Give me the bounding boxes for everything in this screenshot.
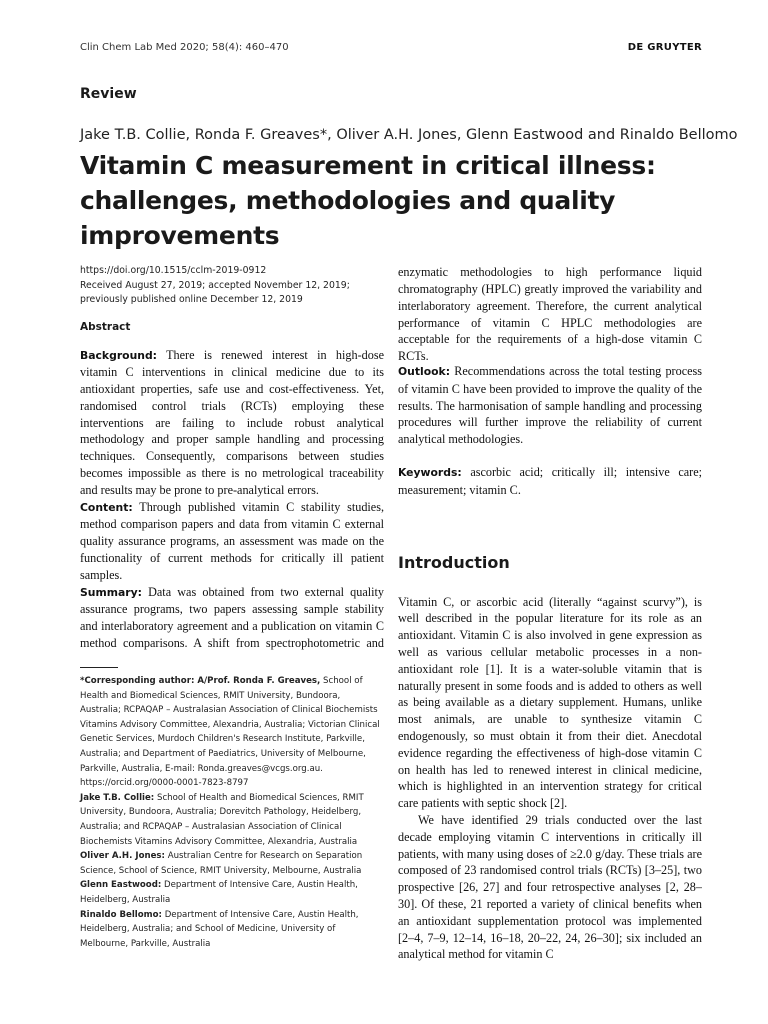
jones-label: Oliver A.H. Jones: [80, 851, 165, 862]
jones-text: Australian Centre for Research on Separation Science, School of Science, RMIT University, Melbourne, Australia [80, 851, 363, 876]
summary-text-cont: enzymatic methodologies to high performance liquid chromatography (HPLC) greatly improved the variability and interlaboratory agreement. Therefore, the current analytical performance of vitamin C HPLC methodologies are acceptable for the requirements of a high-dose vitamin C RCTs. [398, 265, 702, 363]
collie-text: School of Health and Biomedical Sciences, RMIT University, Bundoora, Australia; Dorevitch Pathology, Heidelberg, Australia; and RCPAQAP – Australasian Association of Clinical Biochemists Vitamins Advisory Committee, Alexandria, Australia [80, 792, 364, 847]
footnote-corresponding [80, 674, 380, 791]
content-text: Through published vitamin C stability studies, method comparison papers and data from vitamin C external quality assurance programs, an assessment was made on the functionality of current methods for critically ill patient samples. [80, 499, 385, 582]
introduction-body [398, 594, 702, 963]
outlook-text: Recommendations across the total testing process of vitamin C have been provided to improve the quality of the results. The harmonisation of sample handling and processing procedures will further improve the reliability of current analytical methodologies. [398, 364, 702, 447]
abstract-content [80, 499, 384, 584]
left-column [80, 264, 384, 651]
article-metadata [80, 264, 384, 308]
intro-paragraph-2: We have identified 29 trials conducted over the last decade employing vitamin C interventions in critically ill patients, with many using doses of ≥2.0 g/day. These trials are composed of 23 randomised control trials (RCTs) [3–25], two prospective [26, 27] and four retrospective analyses [2, 28–30]. Of these, 21 reported a variety of clinical benefits when an antioxidant supplementation protocol was implemented [2–4, 7–9, 12–14, 16–18, 20–22, 24, 26–30]; six included an analytical method for vitamin C [398, 812, 702, 962]
keywords-text: ascorbic acid; critically ill; intensive care; measurement; vitamin C. [398, 464, 702, 497]
corresponding-label: *Corresponding author: A/Prof. Ronda F. Greaves, [80, 676, 321, 686]
section-label: Review [80, 86, 137, 102]
article-dates: Received August 27, 2019; accepted November 12, 2019; previously published online December 12, 2019 [80, 279, 350, 305]
keywords [398, 464, 702, 499]
footnote-collie [80, 791, 380, 849]
abstract-background [80, 347, 384, 499]
footnotes [80, 674, 380, 951]
intro-paragraph-1: Vitamin C, or ascorbic acid (literally “against scurvy”), is well described in the popular literature for its role as an antioxidant. Vitamin C is also involved in gene expression as well as various cellular metabolic processes in a non-antioxidant role [1]. It is a water-soluble vitamin that is naturally present in some foods and is added to others as well as being available as a dietary supplement. Humans, unlike most animals, are unable to synthesize vitamin C endogenously, so must obtain it from their diet. Anecdotal evidence regarding the effectiveness of high-dose vitamin C on health has led to renewed interest in clinical medicine, which is highlighted in an intervention strategy for critical care patients with septic shock [2]. [398, 594, 702, 811]
keywords-label: Keywords: [398, 465, 462, 479]
abstract-summary-continued [398, 263, 702, 363]
summary-label: Summary: [80, 585, 142, 599]
journal-citation: Clin Chem Lab Med 2020; 58(4): 460–470 [80, 42, 289, 53]
author-list: Jake T.B. Collie, Ronda F. Greaves*, Oliver A.H. Jones, Glenn Eastwood and Rinaldo Bellomo [80, 127, 738, 143]
eastwood-label: Glenn Eastwood: [80, 880, 162, 891]
introduction-heading: Introduction [398, 552, 510, 572]
outlook-label: Outlook: [398, 365, 451, 378]
bellomo-label: Rinaldo Bellomo: [80, 909, 162, 920]
content-label: Content: [80, 500, 133, 514]
summary-text: Data was obtained from two external quality assurance programs, two papers assessing sample stability and interlaboratory agreement and a publication on vitamin C method comparisons. A shift from spectrophotometric and [80, 584, 384, 651]
footnote-eastwood [80, 878, 380, 907]
footnote-jones [80, 849, 380, 878]
eastwood-text: Department of Intensive Care, Austin Health, Heidelberg, Australia [80, 880, 358, 905]
summary-continuation-text [398, 263, 702, 363]
abstract-body [80, 347, 384, 651]
right-column [398, 263, 702, 963]
abstract-outlook [398, 363, 702, 448]
abstract-summary [80, 584, 384, 651]
publisher-name: DE GRUYTER [627, 42, 702, 53]
bellomo-text: Department of Intensive Care, Austin Health, Heidelberg, Australia; and School of Medicine, University of Melbourne, Parkville, Australia [80, 909, 359, 949]
doi-link[interactable]: https://doi.org/10.1515/cclm-2019-0912 [80, 265, 267, 276]
background-label: Background: [80, 348, 157, 362]
collie-label: Jake T.B. Collie: [80, 792, 155, 803]
abstract-heading: Abstract [80, 320, 131, 333]
background-text: There is renewed interest in high-dose vitamin C interventions in clinical medicine due to its antioxidant properties, safe use and cost-effectiveness. Yet, randomised control trials (RCTs) employing these interventions are failing to include robust analytical methodology and proper sample handling and processing techniques. Consequently, comparisons between studies becomes impossible as there is no metrological traceability and results may be prone to pre-analytical errors. [80, 347, 384, 497]
footnote-rule [80, 667, 118, 668]
article-title: Vitamin C measurement in critical illness: challenges, methodologies and quality improvements [80, 151, 656, 250]
footnote-bellomo [80, 908, 380, 952]
corresponding-text: School of Health and Biomedical Sciences, RMIT University, Bundoora, Australia; RCPAQAP – Australasian Association of Clinical Biochemists Vitamins Advisory Committee, Alexandria, Australia; Victorian Clinical Genetic Services, Murdoch Children's Research Institute, Parkville, Australia; and Department of Paediatrics, University of Melbourne, Parkville, Australia, E-mail: Ronda.greaves@vcgs.org.au. https://orcid.org/0000-0001-7823-8797 [80, 676, 380, 789]
